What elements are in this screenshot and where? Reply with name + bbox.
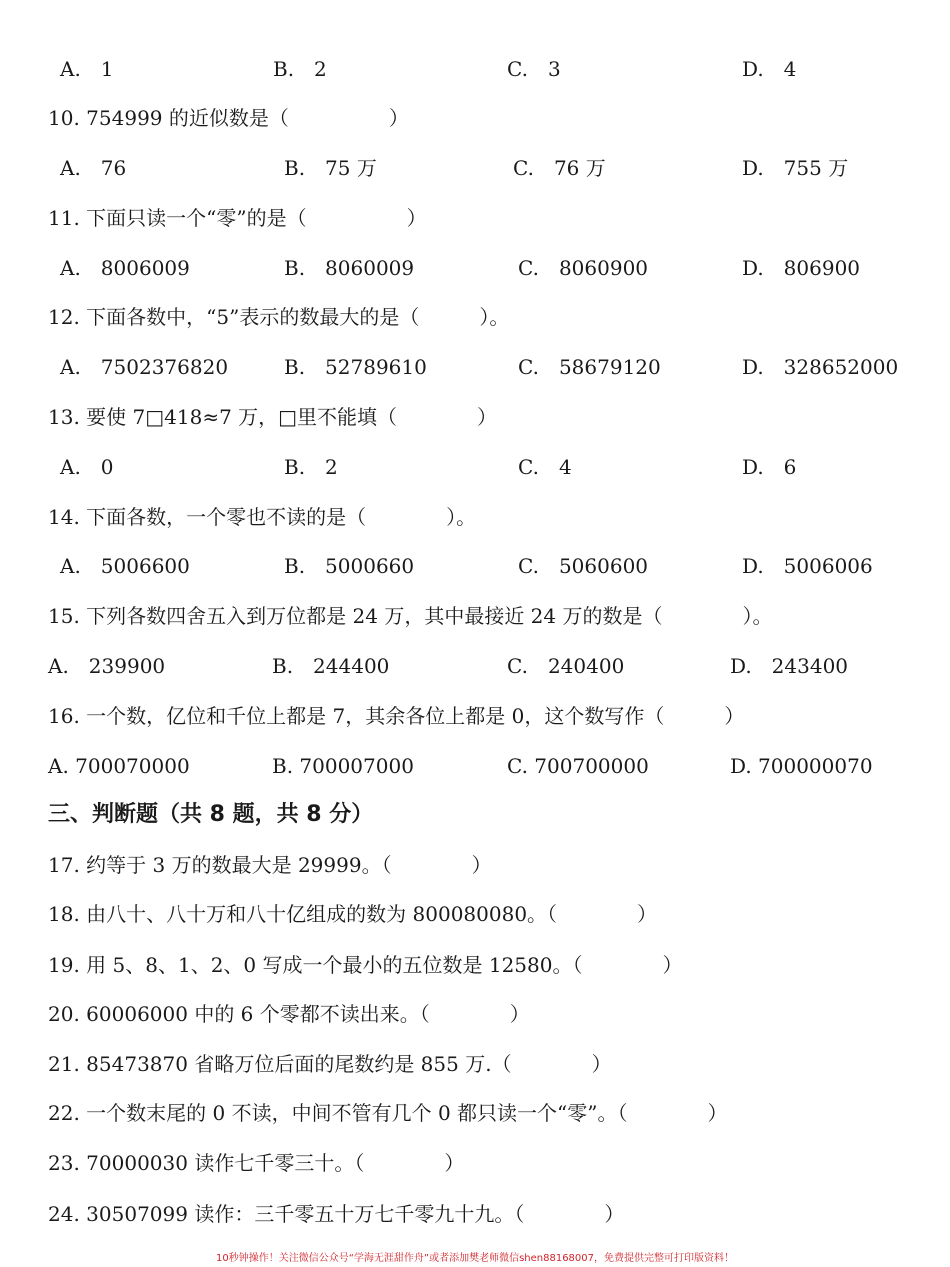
q12-option-a: A. 7502376820	[60, 355, 229, 379]
judgment-24: 24. 30507099 读作：三千零五十万七千零九十九。（ ）	[48, 1202, 625, 1226]
q10-text: 10. 754999 的近似数是（ ）	[48, 106, 409, 130]
judgment-23: 23. 70000030 读作七千零三十。（ ）	[48, 1151, 465, 1175]
q11-option-c: C. 8060900	[518, 256, 649, 280]
q15-option-a: A. 239900	[48, 654, 166, 678]
q11-text: 11. 下面只读一个“零”的是（ ）	[48, 206, 427, 230]
q10-option-c: C. 76 万	[513, 156, 606, 180]
q11-option-a: A. 8006009	[60, 256, 190, 280]
q14-option-b: B. 5000660	[284, 554, 415, 578]
judgment-20: 20. 60006000 中的 6 个零都不读出来。（ ）	[48, 1002, 530, 1026]
q10-option-a: A. 76	[60, 156, 127, 180]
q11-option-d: D. 806900	[742, 256, 861, 280]
judgment-21: 21. 85473870 省略万位后面的尾数约是 855 万.（ ）	[48, 1052, 612, 1076]
q9-option-c: C. 3	[507, 57, 561, 81]
q12-option-b: B. 52789610	[284, 355, 427, 379]
q12-text: 12. 下面各数中，“5”表示的数最大的是（ ）。	[48, 305, 510, 329]
q12-option-d: D. 328652000	[742, 355, 899, 379]
q11-option-b: B. 8060009	[284, 256, 415, 280]
q10-option-d: D. 755 万	[742, 156, 849, 180]
q15-text: 15. 下列各数四舍五入到万位都是 24 万，其中最接近 24 万的数是（ ）。	[48, 604, 773, 628]
q14-option-d: D. 5006006	[742, 554, 873, 578]
judgment-19: 19. 用 5、8、1、2、0 写成一个最小的五位数是 12580。（ ）	[48, 953, 683, 977]
judgment-17: 17. 约等于 3 万的数最大是 29999。（ ）	[48, 853, 492, 877]
q13-option-a: A. 0	[60, 455, 114, 479]
q14-option-c: C. 5060600	[518, 554, 649, 578]
q16-text: 16. 一个数，亿位和千位上都是 7，其余各位上都是 0，这个数写作（ ）	[48, 704, 745, 728]
q16-option-b: B. 700007000	[272, 754, 414, 778]
q13-text: 13. 要使 7□418≈7 万，□里不能填（ ）	[48, 405, 498, 429]
q16-option-c: C. 700700000	[507, 754, 649, 778]
q14-text: 14. 下面各数，一个零也不读的是（ ）。	[48, 505, 477, 529]
q16-option-a: A. 700070000	[48, 754, 190, 778]
q13-option-c: C. 4	[518, 455, 572, 479]
q10-option-b: B. 75 万	[284, 156, 377, 180]
q13-option-d: D. 6	[742, 455, 797, 479]
q9-option-d: D. 4	[742, 57, 797, 81]
section-title: 三、判断题（共 8 题，共 8 分）	[48, 802, 374, 827]
q9-option-b: B. 2	[273, 57, 327, 81]
q12-option-c: C. 58679120	[518, 355, 661, 379]
footer-notice: 10秒钟操作！关注微信公众号“学海无涯甜作舟”或者添加樊老师微信shen88168007，免费提供完整可打印版资料！	[215, 1253, 735, 1264]
q15-option-b: B. 244400	[272, 654, 390, 678]
q16-option-d: D. 700000070	[730, 754, 873, 778]
q15-option-c: C. 240400	[507, 654, 625, 678]
q14-option-a: A. 5006600	[60, 554, 190, 578]
judgment-18: 18. 由八十、八十万和八十亿组成的数为 800080080。（ ）	[48, 902, 658, 926]
q15-option-d: D. 243400	[730, 654, 849, 678]
judgment-22: 22. 一个数末尾的 0 不读，中间不管有几个 0 都只读一个“零”。（ ）	[48, 1101, 728, 1125]
q13-option-b: B. 2	[284, 455, 338, 479]
q9-option-a: A. 1	[60, 57, 114, 81]
